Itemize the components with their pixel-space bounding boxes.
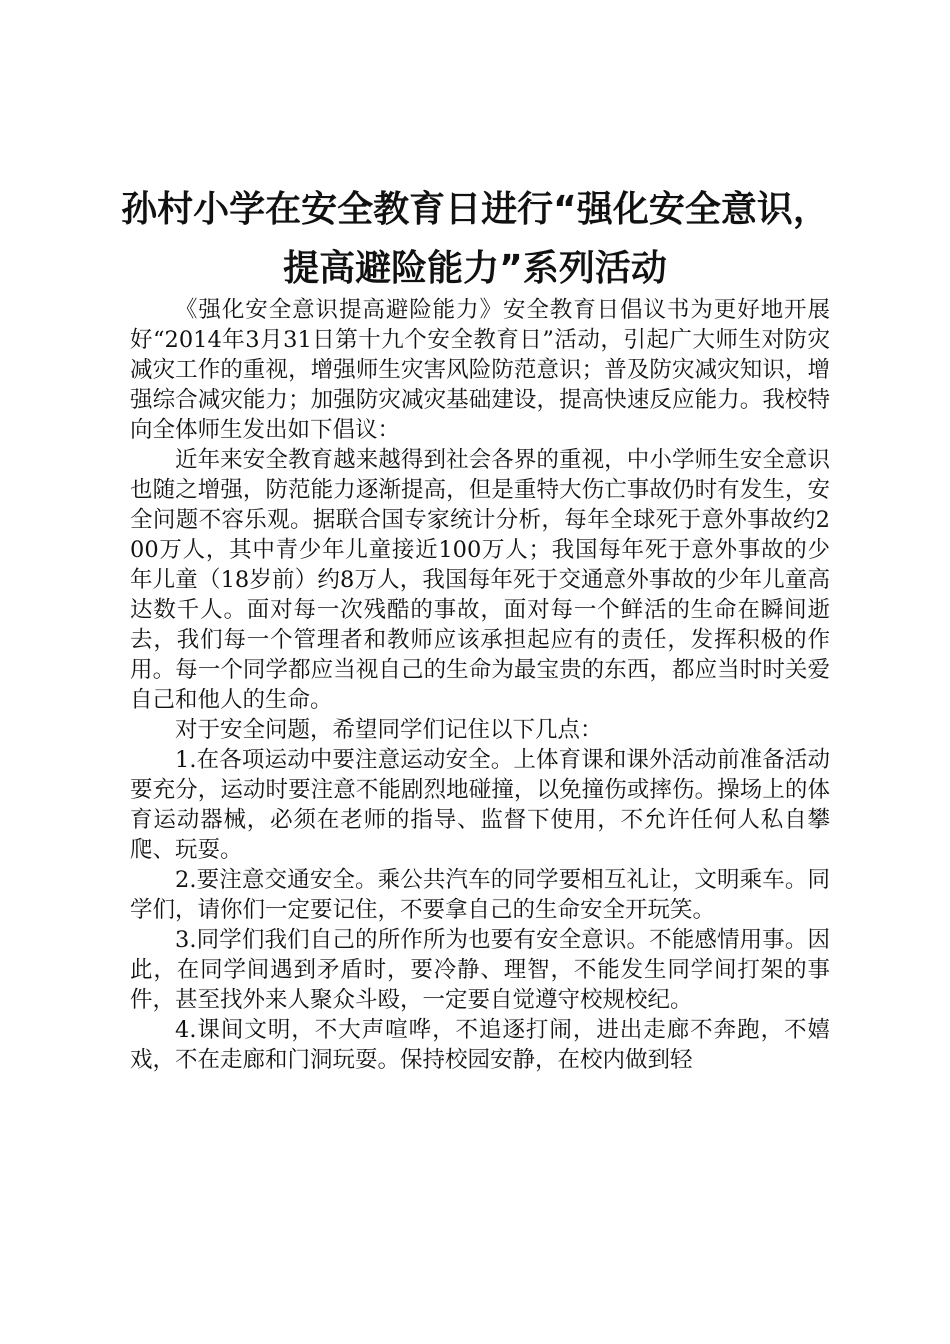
document-body — [130, 295, 830, 1075]
paragraph-point-1: 1.在各项运动中要注意运动安全。上体育课和课外活动前准备活动要充分，运动时要注意不能剧烈地碰撞，以免撞伤或摔伤。操场上的体育运动器械，必须在老师的指导、监督下使用，不允许任何人私自攀爬、玩耍。 — [130, 747, 830, 863]
paragraph-point-2: 2.要注意交通安全。乘公共汽车的同学要相互礼让，文明乘车。同学们，请你们一定要记住，不要拿自己的生命安全开玩笑。 — [130, 867, 830, 923]
paragraph-points-lead: 对于安全问题，希望同学们记住以下几点： — [175, 717, 603, 743]
paragraph-point-4: 4.课间文明，不大声喧哗，不追逐打闹，进出走廊不奔跑，不嬉戏，不在走廊和门洞玩耍。保持校园安静，在校内做到轻 — [130, 1017, 830, 1073]
document-title-line-2: 提高避险能力”系列活动 — [283, 248, 667, 289]
paragraph-intro: 《强化安全意识提高避险能力》安全教育日倡议书为更好地开展好“2014年3月31日第十九个安全教育日”活动，引起广大师生对防灾减灾工作的重视，增强师生灾害风险防范意识；普及防灾减灾知识，增强综合减灾能力；加强防灾减灾基础建设，提高快速反应能力。我校特向全体师生发出如下倡议： — [130, 297, 830, 443]
document-title-line-1: 孙村小学在安全教育日进行“强化安全意识， — [121, 189, 829, 230]
paragraph-point-3: 3.同学们我们自己的所作所为也要有安全意识。不能感情用事。因此，在同学间遇到矛盾时，要冷静、理智，不能发生同学间打架的事件，甚至找外来人聚众斗殴，一定要自觉遵守校规校纪。 — [130, 927, 830, 1013]
paragraph-background: 近年来安全教育越来越得到社会各界的重视，中小学师生安全意识也随之增强，防范能力逐渐提高，但是重特大伤亡事故仍时有发生，安全问题不容乐观。据联合国专家统计分析，每年全球死于意外事故约200万人，其中青少年儿童接近100万人；我国每年死于意外事故的少年儿童（18岁前）约8万人，我国每年死于交通意外事故的少年儿童高达数千人。面对每一次残酷的事故，面对每一个鲜活的生命在瞬间逝去，我们每一个管理者和教师应该承担起应有的责任，发挥积极的作用。每一个同学都应当视自己的生命为最宝贵的东西，都应当时时关爱自己和他人的生命。 — [130, 447, 830, 713]
